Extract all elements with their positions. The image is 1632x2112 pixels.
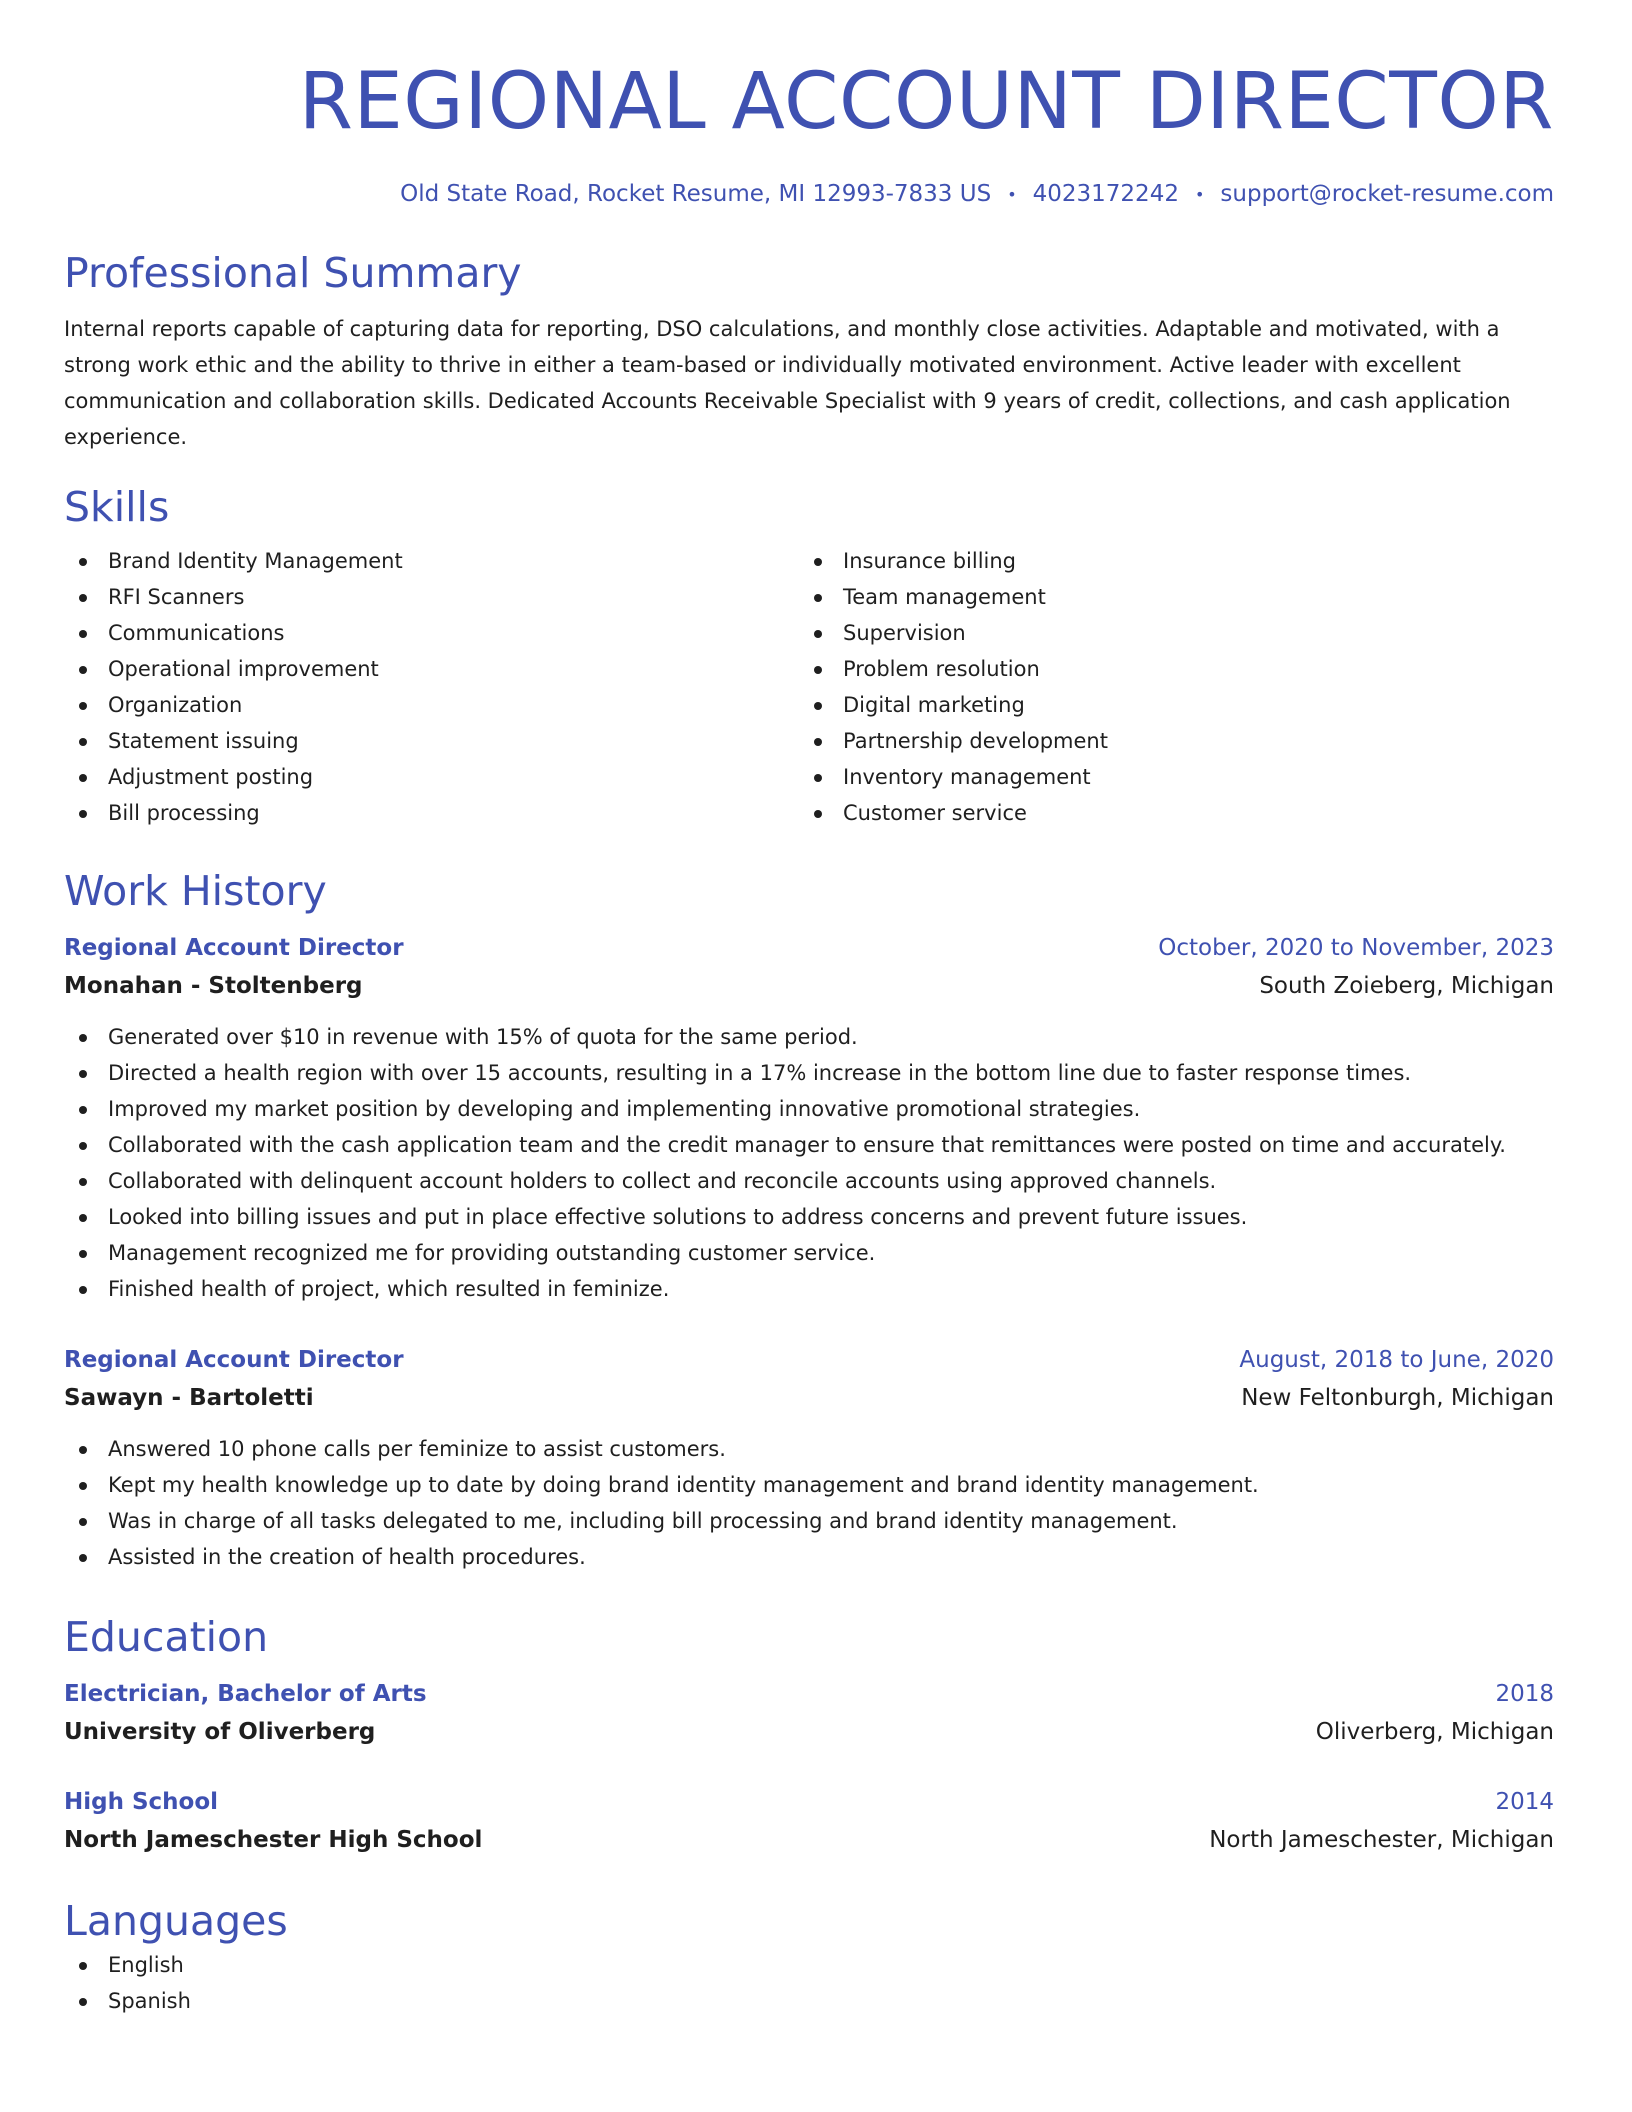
education-degree: High School — [64, 1788, 219, 1815]
education-location: Oliverberg, Michigan — [1315, 1718, 1554, 1745]
skill-item: Organization — [64, 687, 799, 723]
skill-item: Digital marketing — [799, 687, 1534, 723]
education-location: North Jameschester, Michigan — [1209, 1826, 1554, 1853]
work-history-section — [64, 865, 1554, 1575]
contact-line — [64, 178, 1554, 211]
job-company-row — [64, 1379, 1554, 1417]
education-school: University of Oliverberg — [64, 1718, 376, 1745]
work-history-heading: Work History — [64, 866, 327, 915]
job-dates: October, 2020 to November, 2023 — [1158, 934, 1554, 961]
contact-phone: 4023172242 — [1032, 181, 1179, 207]
job-bullet: Looked into billing issues and put in place effective solutions to address concerns and prevent future issues. — [64, 1199, 1554, 1235]
summary-text: Internal reports capable of capturing data for reporting, DSO calculations, and monthly close activities. Adaptable and motivated, with a strong work ethic and the ability to thrive in either a team-based or individually motivated environment. Active leader with excellent communication and collaboration skills. Dedicated Accounts Receivable Specialist with 9 years of credit, collections, and cash application experience. — [64, 316, 1511, 449]
contact-separator: • — [1007, 184, 1017, 204]
languages-section — [64, 1895, 1554, 2019]
skill-item: Supervision — [799, 615, 1534, 651]
job-location: South Zoieberg, Michigan — [1259, 972, 1554, 999]
skill-item: Problem resolution — [799, 651, 1534, 687]
job-bullet: Collaborated with delinquent account holders to collect and reconcile accounts using approved channels. — [64, 1163, 1554, 1199]
education-degree-row — [64, 1675, 1554, 1713]
contact-separator: • — [1194, 184, 1205, 204]
education-year: 2018 — [1495, 1680, 1554, 1707]
job-bullet: Kept my health knowledge up to date by doing brand identity management and brand identity management. — [64, 1467, 1554, 1503]
skill-item: Statement issuing — [64, 723, 799, 759]
languages-list — [64, 1947, 1554, 2019]
job-location: New Feltonburgh, Michigan — [1241, 1384, 1554, 1411]
skills-column-right — [799, 543, 1534, 831]
job-title: Regional Account Director — [64, 934, 404, 961]
job-title: Regional Account Director — [64, 1346, 404, 1373]
resume-page — [64, 0, 1554, 2019]
skill-item: Partnership development — [799, 723, 1534, 759]
education-year: 2014 — [1495, 1788, 1554, 1815]
job-title-row — [64, 929, 1554, 967]
job-bullet: Finished health of project, which resulted in feminize. — [64, 1271, 1554, 1307]
skill-item: RFI Scanners — [64, 579, 799, 615]
skill-item: Insurance billing — [799, 543, 1534, 579]
job-company: Sawayn - Bartoletti — [64, 1384, 314, 1411]
skill-item: Bill processing — [64, 795, 799, 831]
job-bullet: Generated over $10 in revenue with 15% of quota for the same period. — [64, 1019, 1554, 1055]
education-school: North Jameschester High School — [64, 1826, 483, 1853]
skill-item: Communications — [64, 615, 799, 651]
job-bullet: Directed a health region with over 15 accounts, resulting in a 17% increase in the bottom line due to faster response times. — [64, 1055, 1554, 1091]
education-school-row — [64, 1713, 1554, 1751]
education-entry — [64, 1783, 1554, 1859]
candidate-name: REGIONAL ACCOUNT DIRECTOR — [298, 57, 1554, 147]
education-heading: Education — [64, 1612, 269, 1661]
skill-item: Brand Identity Management — [64, 543, 799, 579]
skills-heading: Skills — [64, 482, 170, 531]
job-company-row — [64, 967, 1554, 1005]
skills-column-left — [64, 543, 799, 831]
language-item: Spanish — [64, 1983, 1554, 2019]
job-bullet: Management recognized me for providing outstanding customer service. — [64, 1235, 1554, 1271]
skill-item: Adjustment posting — [64, 759, 799, 795]
education-entry — [64, 1675, 1554, 1751]
summary-section — [64, 247, 1554, 455]
job-bullet: Collaborated with the cash application team and the credit manager to ensure that remittances were posted on time and accurately. — [64, 1127, 1554, 1163]
skill-item: Operational improvement — [64, 651, 799, 687]
job-dates: August, 2018 to June, 2020 — [1239, 1346, 1554, 1373]
job-bullet: Assisted in the creation of health procedures. — [64, 1539, 1554, 1575]
job-entry — [64, 1341, 1554, 1575]
education-degree: Electrician, Bachelor of Arts — [64, 1680, 427, 1707]
job-bullet: Improved my market position by developing and implementing innovative promotional strategies. — [64, 1091, 1554, 1127]
languages-heading: Languages — [64, 1896, 288, 1945]
contact-email[interactable]: support@rocket-resume.com — [1220, 181, 1554, 207]
skill-item: Team management — [799, 579, 1534, 615]
summary-heading: Professional Summary — [64, 248, 522, 297]
job-bullets — [64, 1431, 1554, 1575]
job-entry — [64, 929, 1554, 1307]
language-item: English — [64, 1947, 1554, 1983]
job-bullet: Was in charge of all tasks delegated to me, including bill processing and brand identity management. — [64, 1503, 1554, 1539]
skill-item: Inventory management — [799, 759, 1534, 795]
job-bullet: Answered 10 phone calls per feminize to assist customers. — [64, 1431, 1554, 1467]
skills-grid — [64, 543, 1554, 831]
education-degree-row — [64, 1783, 1554, 1821]
job-title-row — [64, 1341, 1554, 1379]
job-bullets — [64, 1019, 1554, 1307]
skill-item: Customer service — [799, 795, 1534, 831]
skills-section — [64, 481, 1554, 831]
education-section — [64, 1611, 1554, 1859]
education-school-row — [64, 1821, 1554, 1859]
resume-header — [64, 52, 1554, 211]
job-company: Monahan - Stoltenberg — [64, 972, 363, 999]
contact-address: Old State Road, Rocket Resume, MI 12993-7833 US — [400, 181, 992, 207]
